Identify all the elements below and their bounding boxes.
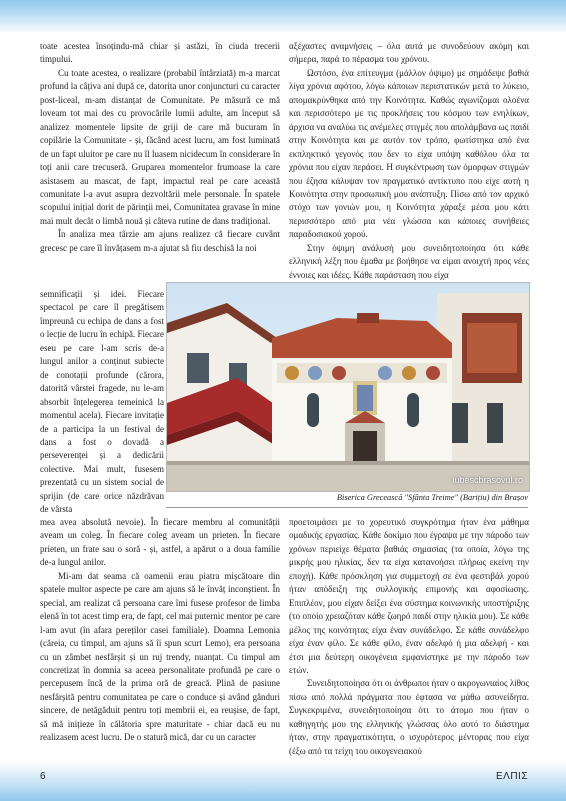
- left-column: [40, 40, 280, 255]
- top-gradient-band: [0, 0, 566, 34]
- paragraph: mea avea absolută nevoie). În fiecare membru al comunității aveam un coleg. În fiecare coleg aveam un prieten. În fiecare prieten, un frate sau o soră - și, astfel, a apărut o a doua familie de-a lungul anilor.: [40, 517, 280, 568]
- church-illustration: [167, 283, 529, 491]
- church-photo: [166, 282, 530, 492]
- paragraph: Συνειδητοποίησα ότι οι άνθρωποι ήταν ο ακρογωνιαίος λίθος πίσω από πολλά πράγματα που έφτασα να μάθω ασυνείδητα. Συγκεκριμένα, συνειδητοποίησα ότι το άτομο που ήταν ο καθηγητής μου της ελληνικής γλώσσας όλο αυτό το διάστημα ήταν, στην πραγματικότητα, ο ισχυρότερος μέντορας που είχα (έξω από τα τείχη του οικογενειακού: [289, 678, 529, 756]
- right-column-lower: [289, 516, 529, 758]
- photo-watermark: iubescbrasovul.ro: [452, 475, 523, 485]
- page-number: 6: [40, 771, 46, 782]
- paragraph: Στην όψιμη ανάλυσή μου συνειδητοποίησα ότι κάθε ελληνική λέξη που έμαθα με βοήθησε να είμαι ανοιχτή προς νέες έννοιες και ιδέες. Κάθε παράσταση που είχα: [289, 242, 529, 280]
- right-column: [289, 40, 529, 282]
- left-column-beside-photo: [40, 288, 164, 517]
- paragraph: Cu toate acestea, o realizare (probabil întârziată) m-a marcat profund la câțiva ani după ce, datorita unor conjuncturi cu caracter post-liceal, m-am distanțat de Comunitate. Pe măsură ce mă loveam tot mai des cu provocările lumii adulte, am început să analizez momentele lipsite de griji de care mă bucuram în copilărie la Comunitate - și, făcând acest lucru, am fost luminată de un fapt uluitor pe care nu îl luasem nicidecum în considerare în toți anii care trecuseră. Gruparea momentelor frumoase la care asistasem au mascat, de fapt, impactul real pe care această comunitate l-a avut asupra dezvoltării mele personale. În spatele scopului inițial dorit de părinții mei, Comunitatea gravase în mine mai mult decât o limbă nouă și câteva rutine de dans tradițional.: [40, 67, 280, 226]
- paragraph: În analiza mea târzie am ajuns realizez că fiecare cuvânt grecesc pe care îl învățasem m-a ajutat să fiu deschisă la noi: [40, 229, 280, 253]
- left-column-lower: [40, 516, 280, 745]
- paragraph: Mi-am dat seama că oamenii erau piatra mișcătoare din spatele multor aspecte pe care am ajuns să le învăț inconștient. În special, am realizat că persoana care îmi fusese profesor de limba elenă în tot acest timp era, de fapt, cel mai puternic mentor pe care l-am avut (în afara pereților casei familiale). Doamna Lemonia (căreia, cu timpul, am ajuns să îi spun scurt Lemo), era persoana cu un zâmbet nesfârșit și un ruj trendy, nuanțat. Cu timpul am concretizat în domnia sa aceea personalitate profundă pe care o percepusem încă de la prima oră de greacă. Plină de pasiune nesfârșită pentru comunitatea pe care o conduce și având gânduri sincere, de netăgăduit pentru toți membrii ei, ea reușise, de fapt, să mă inițieze în călătoria spre maturitate - chiar dacă eu nu realizasem acest lucru. De o statură mică, dar cu un caracter: [40, 570, 280, 743]
- paragraph: semnificații și idei. Fiecare spectacol pe care îl pregătisem împreună cu echipa de dans a fost o lecție de lucru în echipă. Fiecare eseu pe care l-am scris de-a lungul anilor a conținut subiecte de conotații profunde (cărora, datorită vârstei fragede, nu le-am absorbit înțelegerea temeinică la momentul acela). Fiecare invitație de a participa la un festival de dans a fost o dovadă a perseverenței și a dedicării colective. Mai mult, fusesem prezentată cu un sistem social de sprijin (de care orice năzdrăvan de vârsta: [40, 289, 164, 515]
- bottom-gradient-band: [0, 761, 566, 801]
- paragraph: αξέχαστες αναμνήσεις – όλα αυτά με συνοδεύουν ακόμη και σήμερα, παρά το πέρασμα του χρόνου.: [289, 41, 529, 65]
- magazine-name: ΕΛΠΙΣ: [495, 771, 528, 782]
- paragraph: προετοιμάσει με το χορευτικό συγκρότημα ήταν ένα μάθημα ομαδικής εργασίας. Κάθε δοκίμιο που έγραψα με την πάροδο των χρόνων περιείχε θέματα βαθιάς σημασίας (τα οποία, λόγω της μικρής μου ηλικίας, δεν τα είχα κατανοήσει πλήρως εκείνη την εποχή). Κάθε πρόσκληση για συμμετοχή σε ένα φεστιβάλ χορού ήταν απόδειξη της συλλογικής επιμονής και αφοσίωσης. Επιπλέον, μου είχαν δείξει ένα σύστημα κοινωνικής υποστήριξης (το οποίο χρειαζόταν κάθε ζωηρό παιδί στην ηλικία μου). Σε κάθε μέλος της κοινότητας είχα έναν συνάδελφο. Σε κάθε συνάδελφο είχα έναν φίλο. Σε κάθε φίλο, έναν αδελφό ή μια αδελφή - και έτσι μια δεύτερη οικογένεια εμφανίστηκε με την πάροδο των ετών.: [289, 517, 529, 675]
- photo-caption: Biserica Grecească "Sfânta Treime" (Barițiu) din Brașov: [166, 493, 528, 508]
- paragraph: toate acestea însoțindu-mă chiar și astăzi, în ciuda trecerii timpului.: [40, 41, 280, 65]
- paragraph: Ωστόσο, ένα επίτευγμα (μάλλον όψιμο) με σημάδεψε βαθιά λίγα χρόνια αφότου, λόγω κάποιων περιστατικών μετά το λύκειο, απομακρύνθηκα από την Κοινότητα. Καθώς αγωνίζομαι ολοένα και περισσότερο με τις προκλήσεις του κόσμου των ενηλίκων, άρχισα να αναλύω τις ανέμελες στιγμές που απολάμβανα ως παιδί στην Κοινότητα και με αυτόν τον τρόπο, φωτίστηκα από ένα εκπληκτικό γεγονός που δεν το είχα υπόψη καθόλου όλα τα χρόνια που είχαν περάσει. Η συγκέντρωση των όμορφων στιγμών που έζησα κάλυψαν τον πραγματικό αντίκτυπο που είχε αυτή η Κοινότητα στην προσωπική μου ανάπτυξη. Πίσω από τον αρχικό στόχο των γονιών μου, η Κοινότητα χάραξε μέσα μου κάτι περισσότερο από μια νέα γλώσσα και κάποιες συνήθειες παραδοσιακού χορού.: [289, 67, 529, 240]
